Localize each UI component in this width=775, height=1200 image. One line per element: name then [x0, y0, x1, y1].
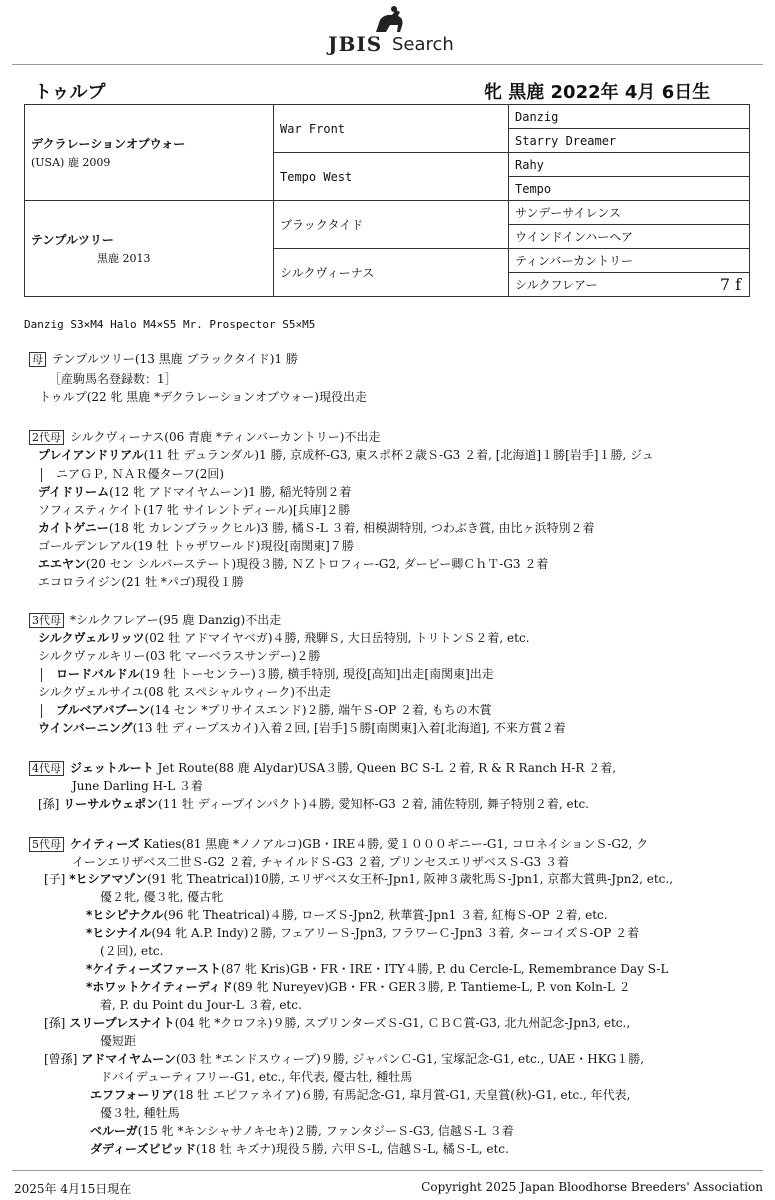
- family-line: [100, 1032, 136, 1049]
- generation-tag: 5代母: [29, 837, 64, 852]
- family-line: [100, 996, 302, 1013]
- family-line: [38, 501, 350, 518]
- line-text: テンプルツリー(13 黒鹿 ブラックタイド)1 勝: [52, 352, 298, 366]
- family-line: [38, 483, 351, 500]
- line-text: (91 牝 Theatrical)10勝, エリザベス女王杯-Jpn1, 阪神３歳牝馬Ｓ-Jpn1, 京都大賞典-Jpn2, etc.,: [147, 872, 674, 886]
- family-line: [38, 537, 354, 554]
- family-line: [72, 777, 203, 794]
- family-line: [100, 888, 223, 905]
- indent-bar: [41, 468, 42, 482]
- family-line: [72, 853, 569, 870]
- sire-cell: [25, 105, 274, 201]
- horse-link[interactable]: ダディーズビビッド: [90, 1142, 196, 1156]
- horse-link[interactable]: カイトゲニー: [38, 521, 109, 535]
- line-text: (18 牡 エピファネイア)６勝, 有馬記念-G1, 皐月賞-G1, 天皇賞(秋)-G1, etc., 年代表,: [173, 1088, 631, 1102]
- line-text: 優２牝, 優３牝, 優古牝: [100, 890, 224, 904]
- line-text: (14 セン *プリサイスエンド)２勝, 端午Ｓ-OP ２着, もちの木賞: [149, 703, 492, 717]
- family-line: [86, 924, 639, 941]
- horse-link[interactable]: ウインバーニング: [38, 721, 133, 735]
- line-text: ソフィスティケイト(17 牝 サイレントディール)[兵庫]２勝: [38, 503, 351, 517]
- dam-cell: [25, 201, 274, 297]
- horse-link[interactable]: ベルーガ: [90, 1124, 138, 1138]
- family-line: [90, 1086, 630, 1103]
- line-text: (19 牡 トーセンラー)３勝, 横手特別, 現役[高知]出走[南関東]出走: [139, 667, 494, 681]
- line-text: ゴールデンレアル(19 牡 トゥザワールド)現役[南関東]７勝: [38, 539, 354, 553]
- horse-link[interactable]: *ヒシアマゾン: [69, 872, 148, 886]
- dam-name[interactable]: テンプルツリー: [31, 233, 114, 247]
- line-text: ドバイデューティフリー-G1, etc., 年代表, 優古牡, 種牡馬: [100, 1070, 413, 1084]
- family-line: [41, 465, 224, 482]
- generation-tag: 4代母: [29, 761, 64, 776]
- family-line: [38, 555, 548, 572]
- family-line: [44, 870, 673, 887]
- horse-link[interactable]: ケイティーズ: [70, 837, 140, 851]
- generation-tag: 3代母: [29, 613, 64, 628]
- relation-label: [孫]: [44, 1016, 66, 1030]
- family-number: 7 f: [719, 275, 741, 294]
- family-line: [38, 519, 594, 536]
- pedigree-g3-last: [509, 273, 750, 297]
- line-text: (11 牡 ディープインパクト)４勝, 愛知杯-G3 ２着, 浦佐特別, 舞子特別２着, etc.: [158, 797, 589, 811]
- family-line: [90, 1140, 509, 1157]
- jbis-search-logo[interactable]: [328, 6, 468, 56]
- line-text: (13 牡 ディープスカイ)入着２回, [岩手]５勝[南関東]入着[北海道], 不来方賞２着: [132, 721, 566, 735]
- horse-link[interactable]: *ケイティーズファースト: [86, 962, 222, 976]
- line-text: (02 牡 アドマイヤベガ)４勝, 飛騨Ｓ, 大日岳特別, トリトンＳ２着, etc.: [144, 631, 530, 645]
- horse-link[interactable]: *ヒシピナクル: [86, 908, 164, 922]
- line-text: ニアＧＰ, ＮＡＲ優ターフ(2回): [56, 467, 225, 481]
- pedigree-g3[interactable]: Rahy: [509, 153, 750, 177]
- family-line: [44, 1050, 644, 1067]
- horse-rider-icon: [370, 6, 410, 34]
- horse-link[interactable]: スリープレスナイト: [69, 1016, 175, 1030]
- line-text: June Darling H-L ３着: [72, 779, 203, 793]
- pedigree-g2[interactable]: Tempo West: [274, 153, 509, 201]
- line-text: シルクヴァルキリー(03 牝 マーベラスサンデー)２勝: [38, 649, 321, 663]
- line-text: Katies(81 黒鹿 *ノノアルコ)GB・IRE４勝, 愛１０００ギニー-G1, コロネイションＳ-G2, ク: [139, 837, 649, 851]
- sire-name[interactable]: デクラレーションオブウォー: [31, 137, 186, 151]
- family-line: [86, 978, 631, 995]
- family-line: [44, 1014, 630, 1031]
- family-line: [41, 665, 494, 682]
- line-text: エコロライジン(21 牡 *パゴ)現役１勝: [38, 575, 244, 589]
- family-line: [29, 835, 648, 852]
- line-text: (03 牡 *エンドスウィープ)９勝, ジャパンＣ-G1, 宝塚記念-G1, etc., UAE・HKG１勝,: [176, 1052, 645, 1066]
- footer-divider: [12, 1170, 763, 1171]
- pedigree-g2[interactable]: War Front: [274, 105, 509, 153]
- horse-link[interactable]: ジェットルート: [70, 761, 154, 775]
- line-text: (04 牝 *クロフネ)９勝, スプリンターズＳ-G1, ＣＢＣ賞-G3, 北九州記念-Jpn3, etc.,: [174, 1016, 631, 1030]
- family-line: [38, 446, 654, 463]
- family-line: [90, 1122, 514, 1139]
- pedigree-g3[interactable]: サンデーサイレンス: [509, 201, 750, 225]
- family-line: [38, 795, 589, 812]
- indent-bar: [41, 704, 42, 718]
- line-text: (11 牡 デュランダル)1 勝, 京成杯-G3, 東スポ杯２歳Ｓ-G3 ２着, [北海道]１勝[岩手]１勝, ジュ: [143, 448, 654, 462]
- line-text: シルクヴィーナス(06 青鹿 *ティンバーカントリー)不出走: [70, 430, 381, 444]
- indent-bar: [41, 668, 42, 682]
- pedigree-g3[interactable]: ティンバーカントリー: [509, 249, 750, 273]
- horse-link[interactable]: プレイアンドリアル: [38, 448, 144, 462]
- pedigree-g3[interactable]: Danzig: [509, 105, 750, 129]
- family-line: [29, 428, 380, 445]
- family-line: [100, 1068, 412, 1085]
- line-text: シルクヴェルサイユ(08 牝 スペシャルウィーク)不出走: [38, 685, 331, 699]
- copyright: Copyright 2025 Japan Bloodhorse Breeders' Association: [421, 1180, 763, 1194]
- family-line: [38, 647, 320, 664]
- generation-tag: 母: [29, 352, 46, 367]
- as-of-date: 2025年 4月15日現在: [14, 1182, 132, 1196]
- horse-link[interactable]: ロードバルドル: [56, 667, 140, 681]
- line-text: Jet Route(88 鹿 Alydar)USA３勝, Queen BC S-L ２着, R & R Ranch H-R ２着,: [153, 761, 617, 775]
- sire-sub: (USA) 鹿 2009: [31, 156, 111, 169]
- family-line: [100, 942, 163, 959]
- relation-label: [曾孫]: [44, 1052, 78, 1066]
- line-text: ［産駒馬名登録数：1］: [49, 372, 177, 386]
- pedigree-g3[interactable]: シルクフレアー: [515, 278, 598, 292]
- line-text: (94 牝 A.P. Indy)２勝, フェアリーＳ-Jpn3, フラワーＣ-Jpn3 ３着, ターコイズＳ-OP ２着: [151, 926, 640, 940]
- pedigree-g3[interactable]: Tempo: [509, 177, 750, 201]
- line-text: 優３牡, 種牡馬: [100, 1106, 180, 1120]
- line-text: (２回), etc.: [100, 944, 164, 958]
- line-text: (18 牡 キズナ)現役５勝, 六甲Ｓ-L, 信越Ｓ-L, 橘Ｓ-L, etc.: [195, 1142, 509, 1156]
- logo-search: Search: [392, 34, 454, 55]
- pedigree-g2[interactable]: シルクヴィーナス: [274, 249, 509, 297]
- pedigree-g2[interactable]: ブラックタイド: [274, 201, 509, 249]
- horse-link[interactable]: デイドリーム: [38, 485, 110, 499]
- horse-link[interactable]: エエヤン: [38, 557, 86, 571]
- line-text: (89 牝 Nureyev)GB・FR・GER３勝, P. Tantieme-L, P. von Koln-L ２: [232, 980, 631, 994]
- line-text: (12 牝 アドマイヤムーン)1 勝, 稲光特別２着: [109, 485, 352, 499]
- family-line: [49, 370, 177, 387]
- dam-sub: 黒鹿 2013: [97, 252, 151, 265]
- family-line: [38, 719, 566, 736]
- pedigree-table: [24, 104, 750, 297]
- relation-label: [孫]: [38, 797, 60, 811]
- header-divider: [12, 64, 763, 65]
- generation-tag: 2代母: [29, 430, 64, 445]
- inbreeding-cross: Danzig S3×M4 Halo M4×S5 Mr. Prospector S5×M5: [24, 318, 316, 331]
- family-line: [29, 611, 281, 628]
- horse-name: トゥルプ: [34, 82, 106, 103]
- family-line: [41, 701, 492, 718]
- family-line: [100, 1104, 180, 1121]
- relation-label: [子]: [44, 872, 66, 886]
- line-text: (15 牝 *キンシャサノキセキ)２勝, ファンタジーＳ-G3, 信越Ｓ-L ３着: [137, 1124, 514, 1138]
- pedigree-g3[interactable]: ウインドインハーヘア: [509, 225, 750, 249]
- line-text: 着, P. du Point du Jour-L ３着, etc.: [100, 998, 302, 1012]
- horse-link[interactable]: シルクヴェルリッツ: [38, 631, 145, 645]
- family-line: [29, 759, 616, 776]
- pedigree-g3[interactable]: Starry Dreamer: [509, 129, 750, 153]
- horse-info: 牝 黒鹿 2022年 4月 6日生: [484, 82, 711, 103]
- family-line: [38, 573, 244, 590]
- line-text: (87 牝 Kris)GB・FR・IRE・ITY４勝, P. du Cercle-L, Remembrance Day S-L: [221, 962, 669, 976]
- horse-link[interactable]: リーサルウェポン: [63, 797, 159, 811]
- line-text: トゥルプ(22 牝 黒鹿 *デクラレーションオブウォー)現役出走: [39, 390, 367, 404]
- family-line: [86, 960, 668, 977]
- horse-link[interactable]: *ホワットケイティーディド: [86, 980, 233, 994]
- line-text: 優短距: [100, 1034, 137, 1048]
- line-text: (18 牝 カレンブラックヒル)3 勝, 橘Ｓ-L ３着, 相模湖特別, つわぶき賞, 由比ヶ浜特別２着: [108, 521, 595, 535]
- line-text: *シルクフレアー(95 鹿 Danzig)不出走: [70, 613, 282, 627]
- family-line: [38, 683, 331, 700]
- line-text: イーンエリザベス二世Ｓ-G2 ２着, チャイルドＳ-G3 ２着, プリンセスエリザベスＳ-G3 ３着: [72, 855, 569, 869]
- family-line: [38, 629, 530, 646]
- line-text: (96 牝 Theatrical)４勝, ローズＳ-Jpn2, 秋華賞-Jpn1 ３着, 紅梅Ｓ-OP ２着, etc.: [163, 908, 608, 922]
- horse-link[interactable]: エフフォーリア: [90, 1088, 174, 1102]
- horse-link[interactable]: ブルベアバブーン: [56, 703, 150, 717]
- horse-link[interactable]: アドマイヤムーン: [81, 1052, 177, 1066]
- family-line: [29, 350, 298, 367]
- family-line: [39, 388, 367, 405]
- horse-link[interactable]: *ヒシナイル: [86, 926, 152, 940]
- logo-jbis: JBIS: [328, 32, 383, 56]
- line-text: (20 セン シルバーステート)現役３勝, ＮＺトロフィー-G2, ダービー卿ＣｈＴ-G3 ２着: [85, 557, 549, 571]
- family-line: [86, 906, 608, 923]
